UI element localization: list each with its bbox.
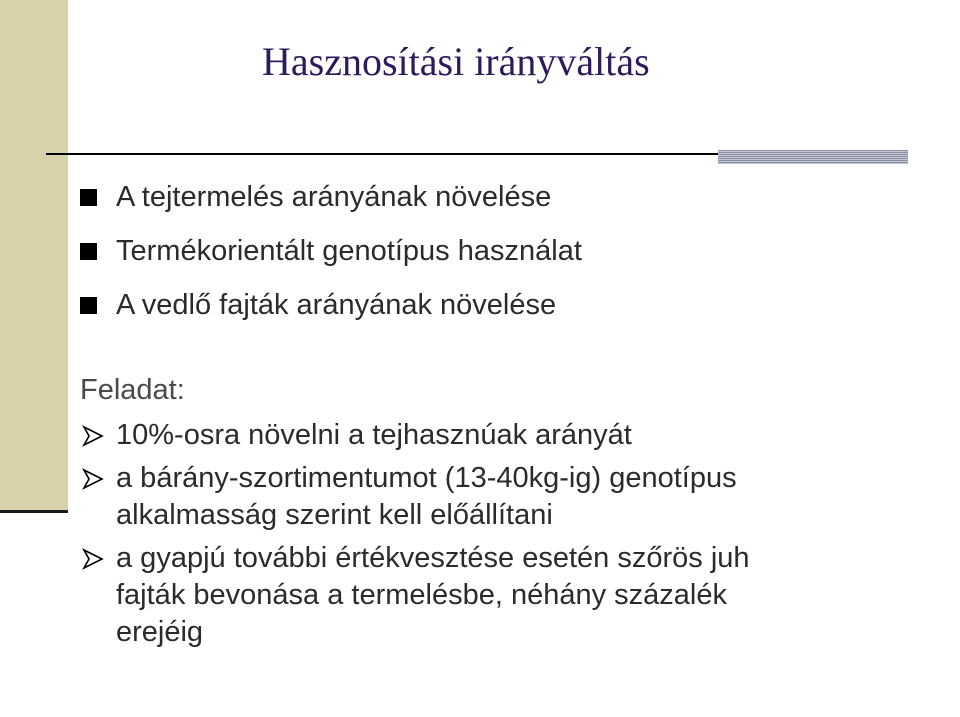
task-item-line: a gyapjú további értékvesztése esetén szőrös juh — [116, 542, 750, 574]
list-item — [80, 224, 582, 278]
task-item — [82, 540, 750, 651]
arrow-bullet-icon — [82, 425, 104, 447]
decorative-left-band — [0, 0, 68, 512]
arrow-bullet-icon — [82, 468, 104, 490]
slide-title: Hasznosítási irányváltás — [262, 39, 650, 84]
task-item-line: alkalmasság szerint kell előállítani — [116, 499, 553, 531]
arrow-bullet-icon — [82, 548, 104, 570]
title-rule-accent — [718, 150, 908, 164]
list-item — [80, 278, 582, 332]
task-item — [82, 460, 750, 534]
list-item — [80, 170, 582, 224]
task-item-line: 10%-osra növelni a tejhasznúak arányát — [116, 419, 632, 451]
task-item-line: fajták bevonása a termelésbe, néhány százalék — [116, 579, 727, 611]
main-bullet-list — [80, 170, 582, 332]
task-item-line: a bárány-szortimentumot (13-40kg-ig) genotípus — [116, 462, 737, 494]
square-bullet-icon — [80, 297, 97, 314]
task-item-line: erejéig — [116, 616, 204, 648]
task-list — [82, 417, 750, 657]
task-label: Feladat: — [80, 374, 185, 406]
square-bullet-icon — [80, 189, 97, 206]
list-item-text: A tejtermelés arányának növelése — [116, 180, 552, 213]
title-rule — [46, 153, 718, 155]
list-item-text: Termékorientált genotípus használat — [116, 234, 582, 267]
list-item-text: A vedlő fajták arányának növelése — [116, 288, 557, 321]
band-divider — [0, 510, 68, 513]
task-item — [82, 417, 750, 454]
square-bullet-icon — [80, 243, 97, 260]
